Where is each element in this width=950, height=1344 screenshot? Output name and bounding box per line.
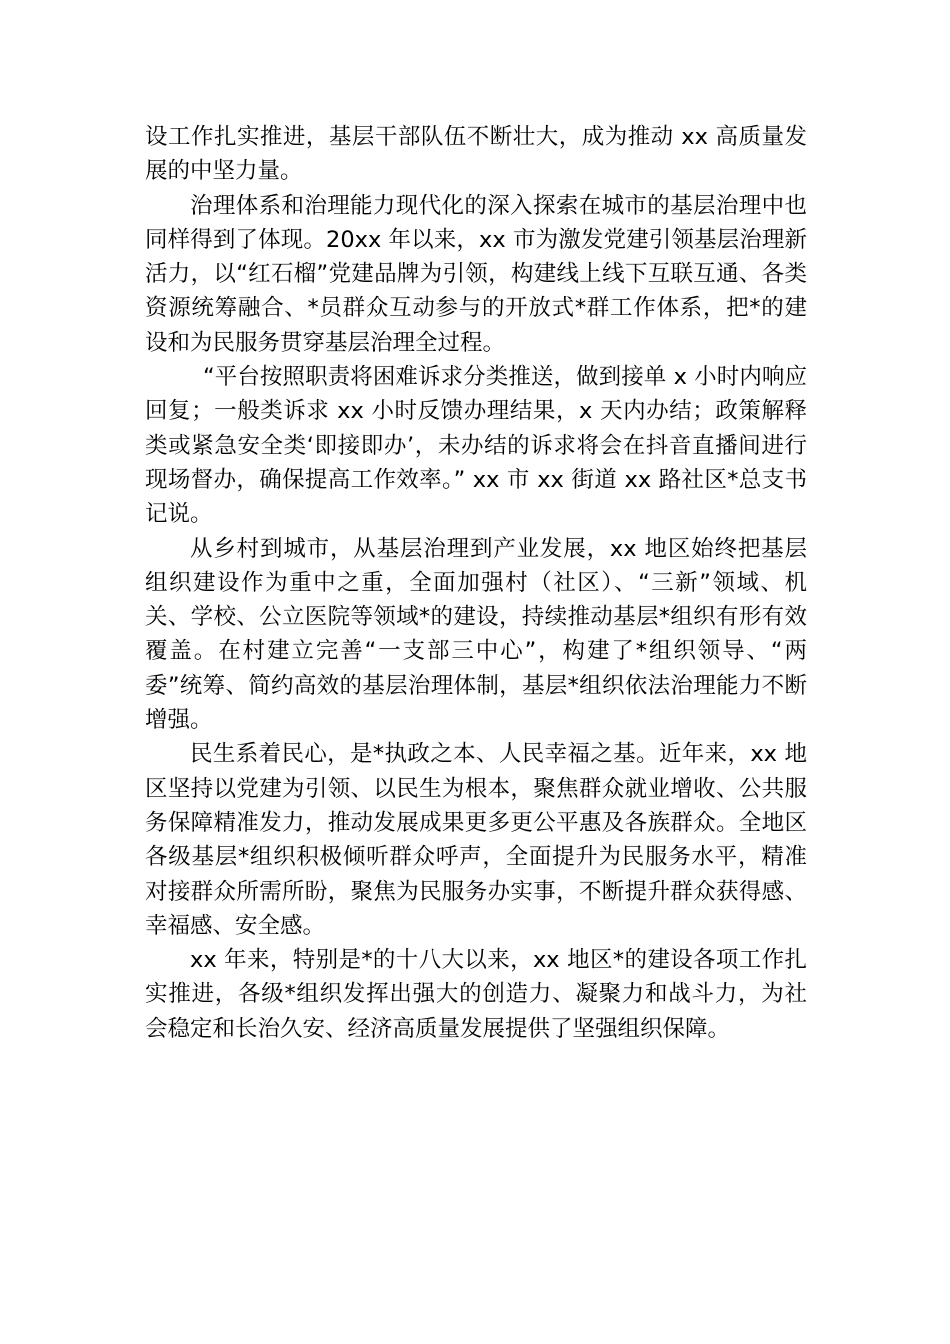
paragraph-governance: 治理体系和治理能力现代化的深入探索在城市的基层治理中也同样得到了体现。20xx 年以来，xx 市为激发党建引领基层治理新活力，以“红石榴”党建品牌为引领，构建线上线下互联互通、各类资源统筹融合、*员群众互动参与的开放式*群工作体系，把*的建设和为民服务贯穿基层治理全过程。 [145,192,807,356]
paragraph-livelihood: 民生系着民心，是*执政之本、人民幸福之基。近年来，xx 地区坚持以党建为引领、以民生为根本，聚焦群众就业增收、公共服务保障精准发力，推动发展成果更多更公平惠及各族群众。全地区各级基层*组织积极倾听群众呼声，全面提升为民服务水平，精准对接群众所需所盼，聚焦为民服务办实事，不断提升群众获得感、幸福感、安全感。 [145,741,807,939]
paragraph-rural-urban: 从乡村到城市，从基层治理到产业发展，xx 地区始终把基层组织建设作为重中之重，全面加强村（社区）、“三新”领域、机关、学校、公立医院等领域*的建设，持续推动基层*组织有形有效覆盖。在村建立完善“一支部三中心”，构建了*组织领导、“两委”统筹、简约高效的基层治理体制，基层*组织依法治理能力不断增强。 [145,535,807,734]
paragraph-conclusion: xx 年来，特别是*的十八大以来，xx 地区*的建设各项工作扎实推进，各级*组织发挥出强大的创造力、凝聚力和战斗力，为社会稳定和长治久安、经济高质量发展提供了坚强组织保障。 [145,947,807,1042]
paragraph-quote: “平台按照职责将困难诉求分类推送，做到接单 x 小时内响应回复；一般类诉求 xx 小时反馈办理结果，x 天内办结；政策解释类或紧急安全类‘即接即办’，未办结的诉求将会在抖音直播间进行现场督办，确保提高工作效率。” xx 市 xx 街道 xx 路社区*总支书记说。 [145,364,807,528]
document-body [145,120,807,1046]
paragraph-continuation: 设工作扎实推进，基层干部队伍不断壮大，成为推动 xx 高质量发展的中坚力量。 [145,124,807,185]
